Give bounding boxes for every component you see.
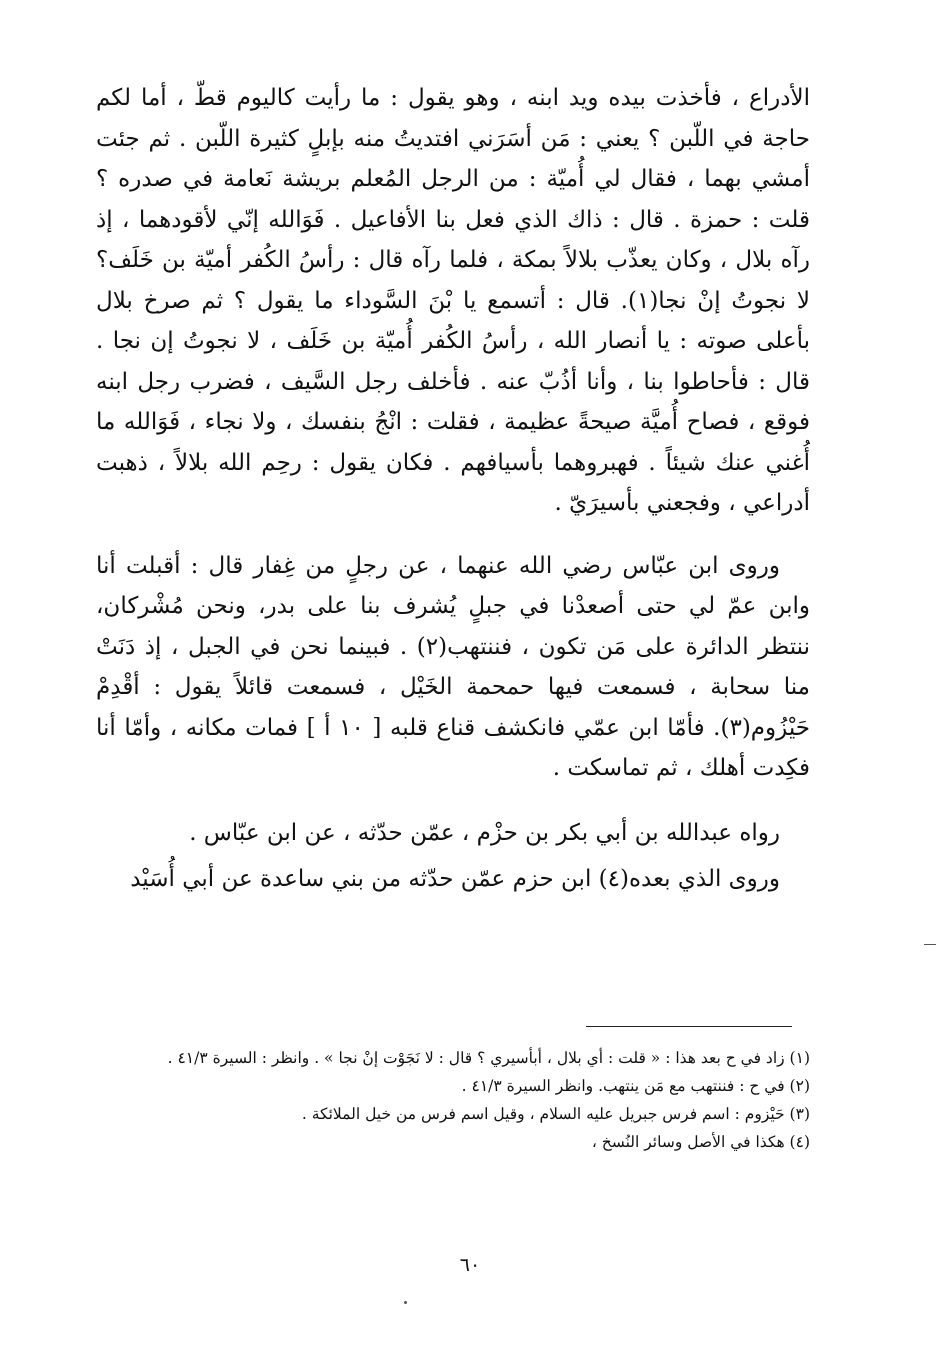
- footnote-4: (٤) هكذا في الأصل وسائر النُسخ ،: [591, 1133, 810, 1151]
- body-paragraph-4: وروى الذي بعده(٤) ابن حزم عمّن حدّثه من بني ساعدة عن أبي أُسَيْد: [130, 866, 780, 892]
- body-paragraph-2: وروى ابن عبّاس رضي الله عنهما ، عن رجلٍ من غِفار قال : أقبلت أنا وابن عمّ لي حتى أصعدْنا في جبلٍ يُشرف بنا على بدر، ونحن مُشْركان، ننتظر الدائرة على مَن تكون ، فننتهب(٢) . فبينما نحن في الجبل ، إذ دَنَتْ منا سحابة ، فسمعت فيها حمحمة الخَيْل ، فسمعت قائلاً يقول : أقْدِمْ حَيْزُوم(٣). فأمّا ابن عمّي فانكشف قناع قلبه [ ١٠ أ ] فمات مكانه ، وأمّا أنا فكِدت أهلك ، ثم تماسكت .: [96, 552, 810, 781]
- main-text-block: [96, 78, 810, 900]
- page-number: ٦٠: [459, 1254, 481, 1276]
- scan-speck: [404, 1301, 407, 1304]
- scan-speck: [924, 944, 936, 945]
- footnote-3: (٣) حَيْزوم : اسم فرس جبريل عليه السلام ، وقيل اسم فرس من خيل الملائكة .: [301, 1105, 810, 1123]
- body-paragraph-1: الأدراع ، فأخذت بيده ويد ابنه ، وهو يقول : ما رأيت كاليوم قطّ ، أما لكم حاجة في اللّبن ؟ يعني : مَن أسَرَني افتديتُ منه بإبلٍ كثيرة اللّبن . ثم جئت أمشي بهما ، فقال لي أُميّة : من الرجل المُعلم بريشة نَعامة في صدره ؟ قلت : حمزة . قال : ذاك الذي فعل بنا الأفاعيل . فَوَالله إنّي لأقودهما ، إذ رآه بلال ، وكان يعذّب بلالاً بمكة ، فلما رآه قال : رأسُ الكُفر أميّة بن خَلَف؟ لا نجوتُ إنْ نجا(١). قال : أتسمع يا بْنَ السَّوداء ما يقول ؟ ثم صرخ بلال بأعلى صوته : يا أنصار الله ، رأسُ الكُفر أُميّة بن خَلَف ، لا نجوتُ إن نجا . قال : فأحاطوا بنا ، وأنا أذُبّ عنه . فأخلف رجل السَّيف ، فضرب رجل ابنه فوقع ، فصاح أُميَّة صيحةً عظيمة ، فقلت : انْجُ بنفسك ، ولا نجاء ، فَوَالله ما أُغني عنك شيئاً . فهبروهما بأسيافهم . فكان يقول : رحِم الله بلالاً ، ذهبت أدراعي ، وفجعني بأسيرَيّ .: [96, 85, 810, 516]
- footnotes-block: [96, 1046, 810, 1158]
- body-paragraph-3: رواه عبدالله بن أبي بكر بن حزْم ، عمّن حدّثه ، عن ابن عبّاس .: [189, 819, 780, 846]
- footnote-1: (١) زاد في ح بعد هذا : « قلت : أي بلال ، أبأسيري ؟ قال : لا نَجَوْت إنْ نجا » . وانظر : السيرة ٤١/٣ .: [167, 1049, 810, 1067]
- footnote-2: (٢) في ح : فننتهب مع مَن ينتهب. وانظر السيرة ٤١/٣ .: [461, 1077, 810, 1095]
- footnote-separator: [586, 1026, 792, 1027]
